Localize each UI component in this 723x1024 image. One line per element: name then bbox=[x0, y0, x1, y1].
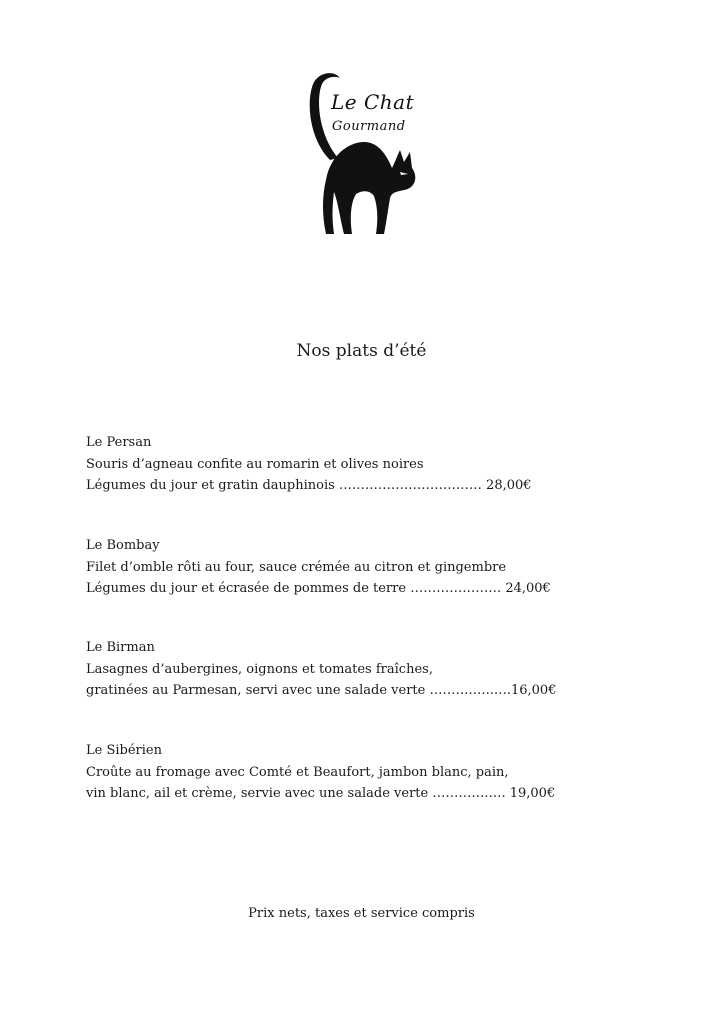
page-title: Nos plats d’été bbox=[296, 341, 427, 361]
dish-price-line: vin blanc, ail et crème, servie avec une salade verte ………….…. 19,00€ bbox=[86, 786, 556, 801]
logo-title: Le Chat bbox=[331, 90, 415, 114]
dish-name: Le Bombay bbox=[86, 538, 160, 553]
dish-item bbox=[86, 432, 606, 497]
dish-item bbox=[86, 535, 606, 600]
dish-name: Le Birman bbox=[86, 640, 155, 655]
dish-item bbox=[86, 740, 606, 805]
dish-description: Lasagnes d’aubergines, oignons et tomates fraîches, bbox=[86, 661, 433, 677]
dish-description: Souris d’agneau confite au romarin et olives noires bbox=[86, 456, 424, 472]
dish-price-line: Légumes du jour et gratin dauphinois …………………………… 28,00€ bbox=[86, 478, 532, 493]
dish-price-line: Légumes du jour et écrasée de pommes de terre ………………… 24,00€ bbox=[86, 581, 551, 596]
footer-note: Prix nets, taxes et service compris bbox=[248, 906, 475, 921]
dish-item bbox=[86, 637, 606, 702]
dish-description: Croûte au fromage avec Comté et Beaufort, jambon blanc, pain, bbox=[86, 764, 509, 780]
logo-subtitle: Gourmand bbox=[332, 119, 406, 134]
dish-name: Le Sibérien bbox=[86, 743, 162, 758]
dish-price-line: gratinées au Parmesan, servi avec une salade verte ……….…..….16,00€ bbox=[86, 683, 557, 698]
dish-description: Filet d’omble rôti au four, sauce crémée au citron et gingembre bbox=[86, 559, 507, 575]
dish-name: Le Persan bbox=[86, 435, 152, 450]
